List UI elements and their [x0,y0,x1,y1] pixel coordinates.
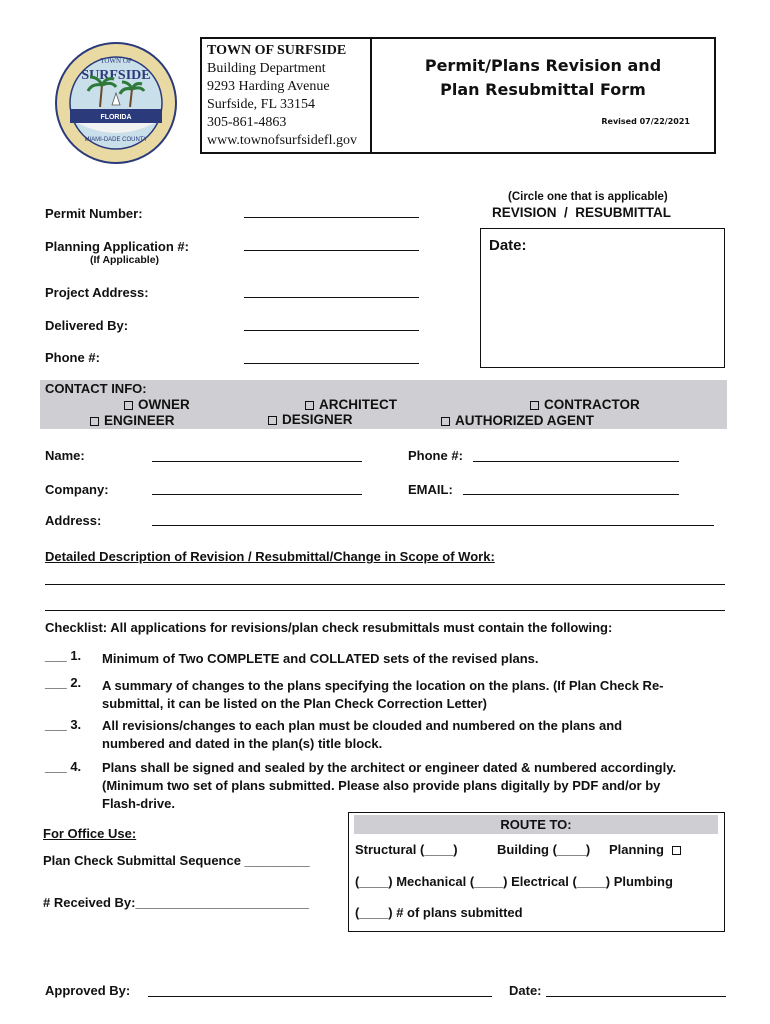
revised-date: Revised 07/22/2021 [601,117,690,126]
checklist-item-2-number [45,675,81,690]
header-divider [370,37,372,154]
designer-label: DESIGNER [282,412,353,427]
approved-by-field[interactable] [148,996,492,997]
contractor-label: CONTRACTOR [544,397,640,412]
seal-state: FLORIDA [100,114,132,121]
office-use-heading: For Office Use: [43,826,137,841]
checklist-item-1-line1: Minimum of Two COMPLETE and COLLATED sets of the revised plans. [102,651,539,666]
route-plans-count[interactable]: (____) # of plans submitted [355,905,523,920]
city-state-zip: Surfside, FL 33154 [207,97,315,112]
checklist-item-3 [102,717,622,753]
street-address: 9293 Harding Avenue [207,79,330,94]
checklist-item-3-num: 3. [70,717,82,732]
footer-date-field[interactable] [546,996,726,997]
route-building[interactable]: Building (____) [497,842,591,857]
delivered-by-label: Delivered By: [45,318,129,333]
if-applicable-note: (If Applicable) [90,254,160,266]
checklist-item-4-line2: (Minimum two set of plans submitted. Please also provide plans digitally by PDF and/or by [102,778,661,793]
checklist-item-4-num: 4. [70,759,82,774]
contact-info-heading: CONTACT INFO: [45,381,147,396]
checklist-item-4-line1: Plans shall be signed and sealed by the architect or engineer dated & numbered accordingly. [102,760,677,775]
phone-label: Phone #: [45,350,100,365]
architect-label: ARCHITECT [319,397,397,412]
checklist-item-4-number [45,759,81,774]
checklist-item-4 [102,759,676,813]
submittal-sequence-field[interactable]: Plan Check Submittal Sequence _________ [43,853,310,868]
town-seal-logo [54,41,178,165]
contact-name-label: Name: [45,448,85,463]
address-label: Address: [45,513,102,528]
permit-number-field[interactable] [244,217,419,218]
department-phone: 305-861-4863 [207,115,287,130]
architect-checkbox[interactable] [305,401,314,410]
checklist-item-2-blank[interactable]: ___ [45,675,67,690]
designer-option[interactable] [268,412,353,427]
website-link[interactable]: www.townofsurfsidefl.gov [207,133,357,148]
route-structural[interactable]: Structural (____) [355,842,458,857]
contractor-checkbox[interactable] [530,401,539,410]
architect-option[interactable] [305,397,397,412]
email-field[interactable] [463,494,679,495]
authorized-agent-checkbox[interactable] [441,417,450,426]
seal-top-text: TOWN OF [100,57,132,65]
seal-name: SURFSIDE [81,68,151,83]
checklist-item-1 [102,650,539,668]
form-title-line2: Plan Resubmittal Form [440,80,646,99]
route-to-heading: ROUTE TO: [354,815,718,834]
planning-application-label: Planning Application #: [45,239,189,254]
contact-phone-label: Phone #: [408,448,463,463]
circle-hint: (Circle one that is applicable) [508,191,668,203]
checklist-item-2-line1: A summary of changes to the plans specifying the location on the plans. (If Plan Check Re- [102,678,664,693]
engineer-checkbox[interactable] [90,417,99,426]
checklist-item-3-line1: All revisions/changes to each plan must be clouded and numbered on the plans and [102,718,623,733]
description-line-1[interactable] [45,584,725,585]
route-planning[interactable] [609,842,686,857]
owner-checkbox[interactable] [124,401,133,410]
department-name: Building Department [207,61,326,76]
route-trades-row[interactable]: (____) Mechanical (____) Electrical (____) Plumbing [355,874,673,889]
engineer-label: ENGINEER [104,413,175,428]
checklist-item-2 [102,677,664,713]
approved-by-label: Approved By: [45,983,131,998]
contact-phone-field[interactable] [473,461,679,462]
checklist-item-3-number [45,717,81,732]
seal-county: MIAMI-DADE COUNTY [84,137,148,143]
company-field[interactable] [152,494,362,495]
checklist-item-2-num: 2. [70,675,82,690]
planning-application-field[interactable] [244,250,419,251]
form-title [380,54,706,102]
checklist-item-1-blank[interactable]: ___ [45,648,67,663]
department-block [207,42,367,150]
phone-field[interactable] [244,363,419,364]
town-name: TOWN OF SURFSIDE [207,43,347,58]
permit-number-label: Permit Number: [45,206,143,221]
checklist-item-3-blank[interactable]: ___ [45,717,67,732]
description-label: Detailed Description of Revision / Resubmittal/Change in Scope of Work: [45,549,495,564]
company-label: Company: [45,482,109,497]
description-line-2[interactable] [45,610,725,611]
checklist-item-4-blank[interactable]: ___ [45,759,67,774]
contact-name-field[interactable] [152,461,362,462]
designer-checkbox[interactable] [268,416,277,425]
email-label: EMAIL: [408,482,453,497]
route-planning-label: Planning [609,842,664,857]
project-address-label: Project Address: [45,285,149,300]
checklist-item-3-line2: numbered and dated in the plan(s) title block. [102,736,383,751]
project-address-field[interactable] [244,297,419,298]
checklist-intro: Checklist: All applications for revisions/plan check resubmittals must contain the following: [45,620,613,635]
owner-label: OWNER [138,397,190,412]
revision-resubmittal-options[interactable]: REVISION / RESUBMITTAL [492,205,672,220]
authorized-agent-option[interactable] [441,413,594,428]
footer-date-label: Date: [509,983,542,998]
date-label: Date: [489,237,527,254]
checklist-item-4-line3: Flash-drive. [102,796,175,811]
checklist-item-1-num: 1. [70,648,82,663]
contractor-option[interactable] [530,397,640,412]
owner-option[interactable] [124,397,190,412]
address-field[interactable] [152,525,714,526]
route-planning-checkbox[interactable] [672,846,681,855]
form-title-line1: Permit/Plans Revision and [424,56,662,75]
engineer-option[interactable] [90,413,175,428]
authorized-agent-label: AUTHORIZED AGENT [455,413,594,428]
checklist-item-1-number [45,648,81,663]
checklist-item-2-line2: submittal, it can be listed on the Plan Check Correction Letter) [102,696,488,711]
received-by-field[interactable]: # Received By:________________________ [43,895,310,910]
delivered-by-field[interactable] [244,330,419,331]
